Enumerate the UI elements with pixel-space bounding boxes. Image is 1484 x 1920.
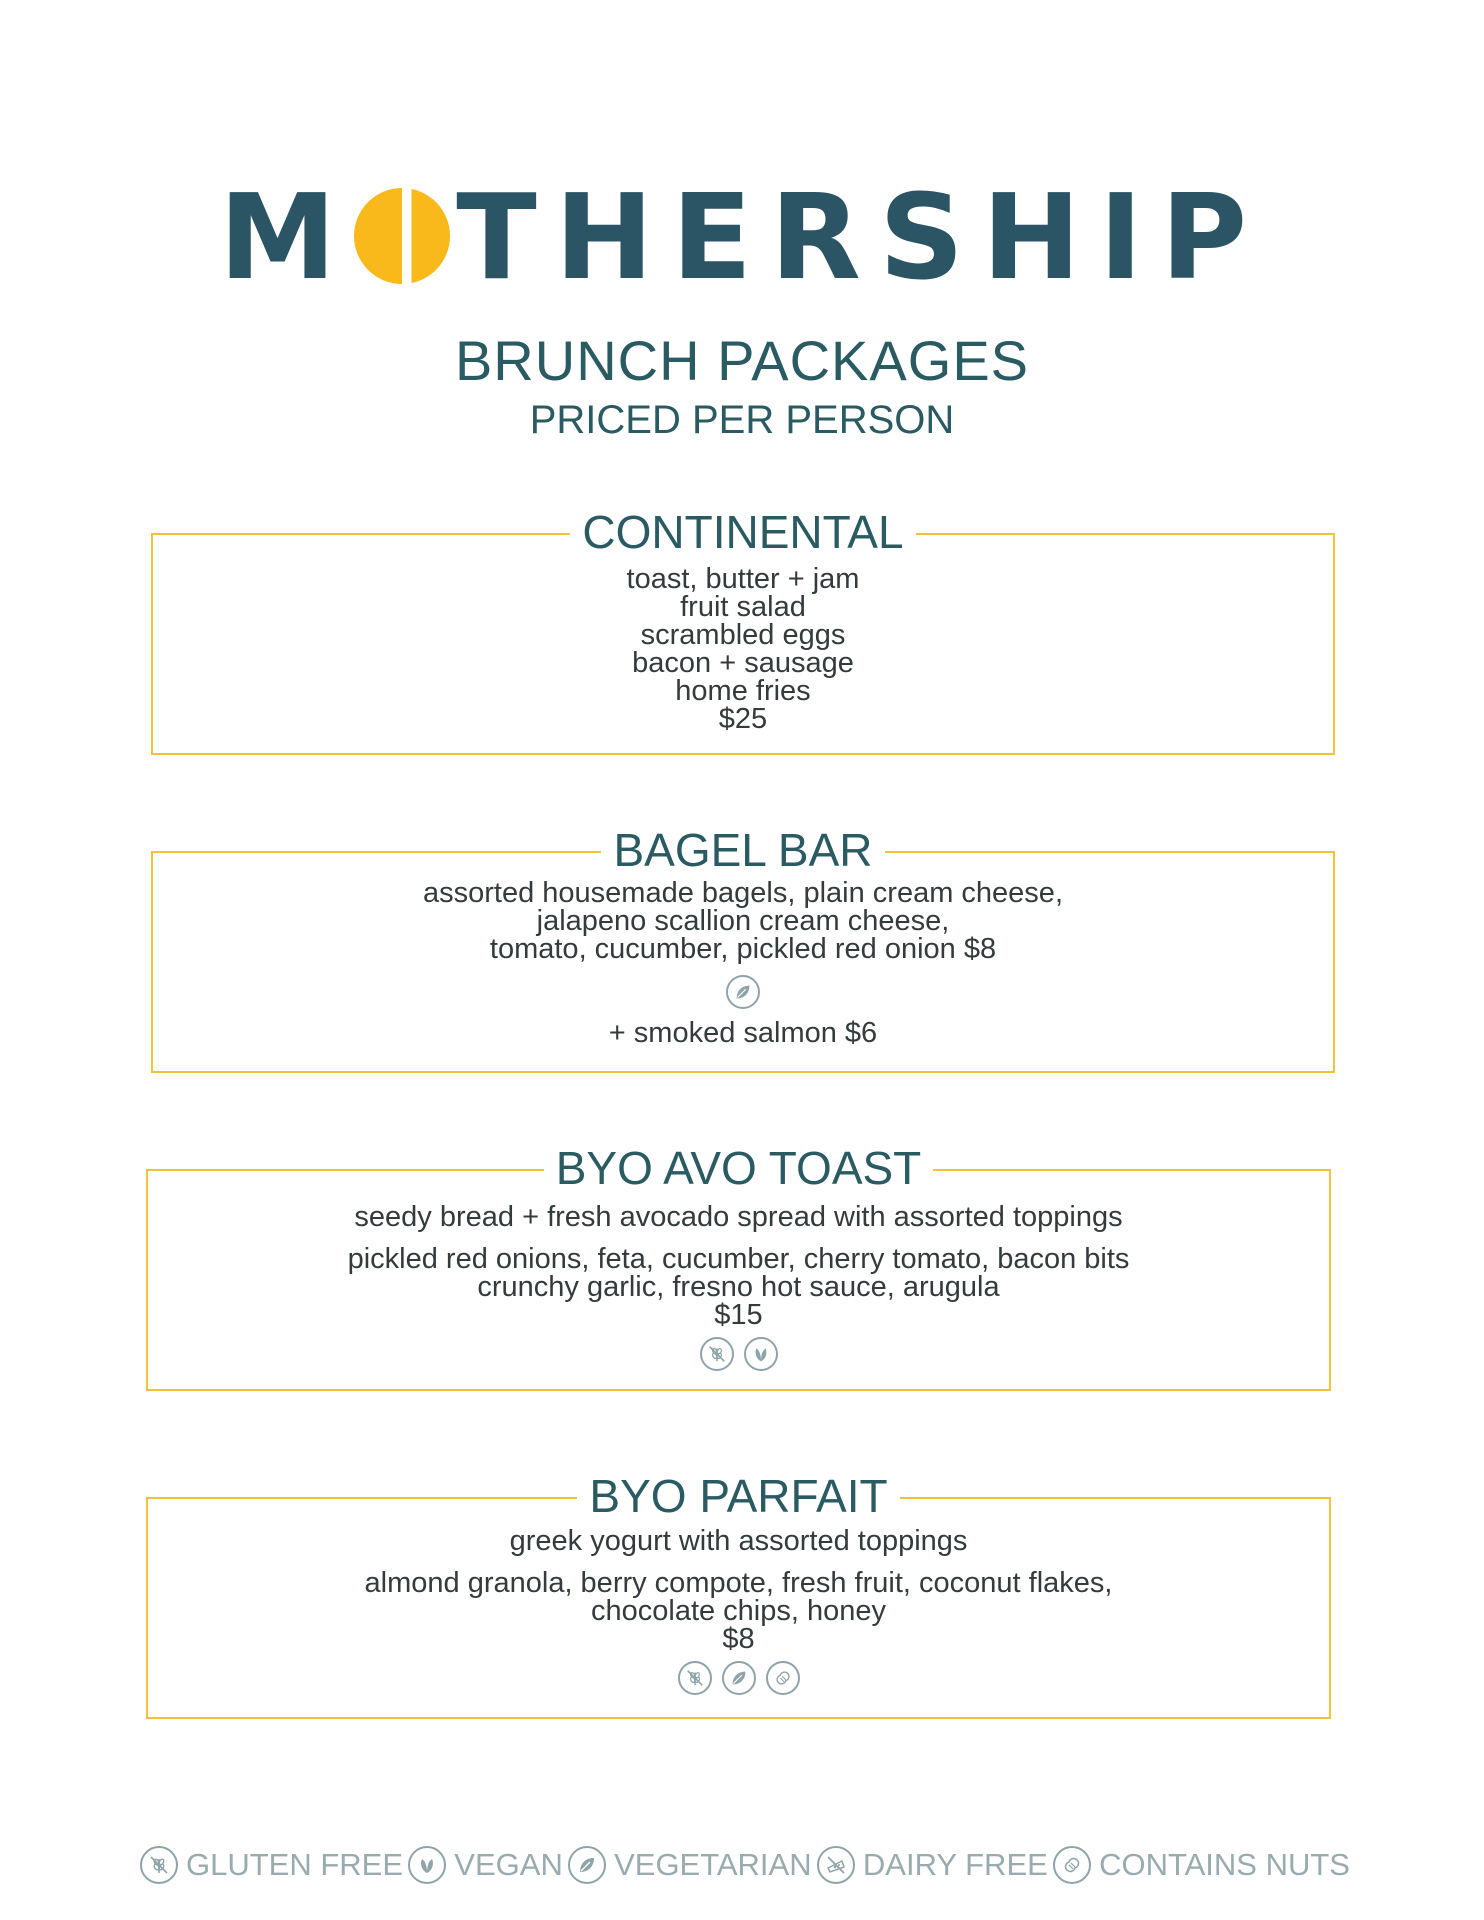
package-title: CONTINENTAL	[153, 509, 1333, 555]
legend-gluten-free	[140, 1846, 403, 1884]
page-title: BRUNCH PACKAGES	[454, 329, 1030, 392]
diet-icons	[148, 1337, 1329, 1371]
list-item: crunchy garlic, fresno hot sauce, arugula	[477, 1271, 1000, 1303]
legend-vegan	[408, 1846, 563, 1884]
legend-label: CONTAINS NUTS	[1099, 1847, 1350, 1882]
package-title: BAGEL BAR	[153, 827, 1333, 873]
logo-text-end: THERSHIP	[456, 168, 1266, 306]
price: $25	[718, 703, 768, 735]
package-continental	[151, 506, 1335, 755]
legend-contains-nuts	[1053, 1846, 1350, 1884]
contains-nuts-icon	[1053, 1846, 1091, 1884]
vegan-icon	[408, 1846, 446, 1884]
addon-item: + smoked salmon $6	[608, 1017, 878, 1049]
dairy-free-icon	[817, 1846, 855, 1884]
contains-nuts-icon	[766, 1661, 800, 1695]
vegetarian-icon	[722, 1661, 756, 1695]
legend-dairy-free	[817, 1846, 1048, 1884]
package-title: BYO AVO TOAST	[148, 1145, 1329, 1191]
legend-label: GLUTEN FREE	[186, 1847, 404, 1882]
package-items	[153, 565, 1333, 733]
vegetarian-icon	[726, 975, 760, 1009]
package-items	[148, 1527, 1329, 1695]
diet-icons	[153, 975, 1333, 1009]
gluten-free-icon	[700, 1337, 734, 1371]
legend-label: VEGETARIAN	[614, 1847, 812, 1882]
mothership-logo	[0, 168, 1484, 306]
legend-label: DAIRY FREE	[862, 1847, 1048, 1882]
list-item: scrambled eggs	[640, 619, 846, 651]
list-item: pickled red onions, feta, cucumber, cherry tomato, bacon bits	[347, 1243, 1130, 1275]
package-bagel-bar	[151, 824, 1335, 1073]
legend-vegetarian	[568, 1846, 812, 1884]
list-item: jalapeno scallion cream cheese,	[536, 905, 950, 937]
vegan-icon	[744, 1337, 778, 1371]
diet-icons	[148, 1661, 1329, 1695]
package-title: BYO PARFAIT	[148, 1473, 1329, 1519]
list-item: almond granola, berry compote, fresh fruit, coconut flakes,	[364, 1567, 1113, 1599]
list-item: chocolate chips, honey	[590, 1595, 887, 1627]
package-items	[148, 1203, 1329, 1371]
list-item: toast, butter + jam	[626, 563, 860, 595]
list-item: fruit salad	[680, 591, 806, 623]
vegetarian-icon	[568, 1846, 606, 1884]
price: $15	[714, 1299, 763, 1331]
diet-legend	[140, 1846, 1350, 1884]
price: $8	[722, 1623, 755, 1655]
legend-label: VEGAN	[454, 1847, 563, 1882]
package-items	[153, 879, 1333, 1047]
gluten-free-icon	[678, 1661, 712, 1695]
package-byo-avo-toast	[146, 1142, 1331, 1391]
logo-text-start: M	[218, 168, 355, 306]
package-intro: seedy bread + fresh avocado spread with assorted toppings	[354, 1201, 1123, 1233]
list-item: tomato, cucumber, pickled red onion $8	[489, 933, 997, 965]
moon-icon	[354, 188, 450, 284]
gluten-free-icon	[140, 1846, 178, 1884]
package-byo-parfait	[146, 1470, 1331, 1719]
page-subtitle: PRICED PER PERSON	[529, 398, 955, 442]
list-item: bacon + sausage	[632, 647, 854, 679]
list-item: home fries	[675, 675, 811, 707]
package-intro: greek yogurt with assorted toppings	[509, 1525, 968, 1557]
list-item: assorted housemade bagels, plain cream cheese,	[423, 877, 1063, 909]
